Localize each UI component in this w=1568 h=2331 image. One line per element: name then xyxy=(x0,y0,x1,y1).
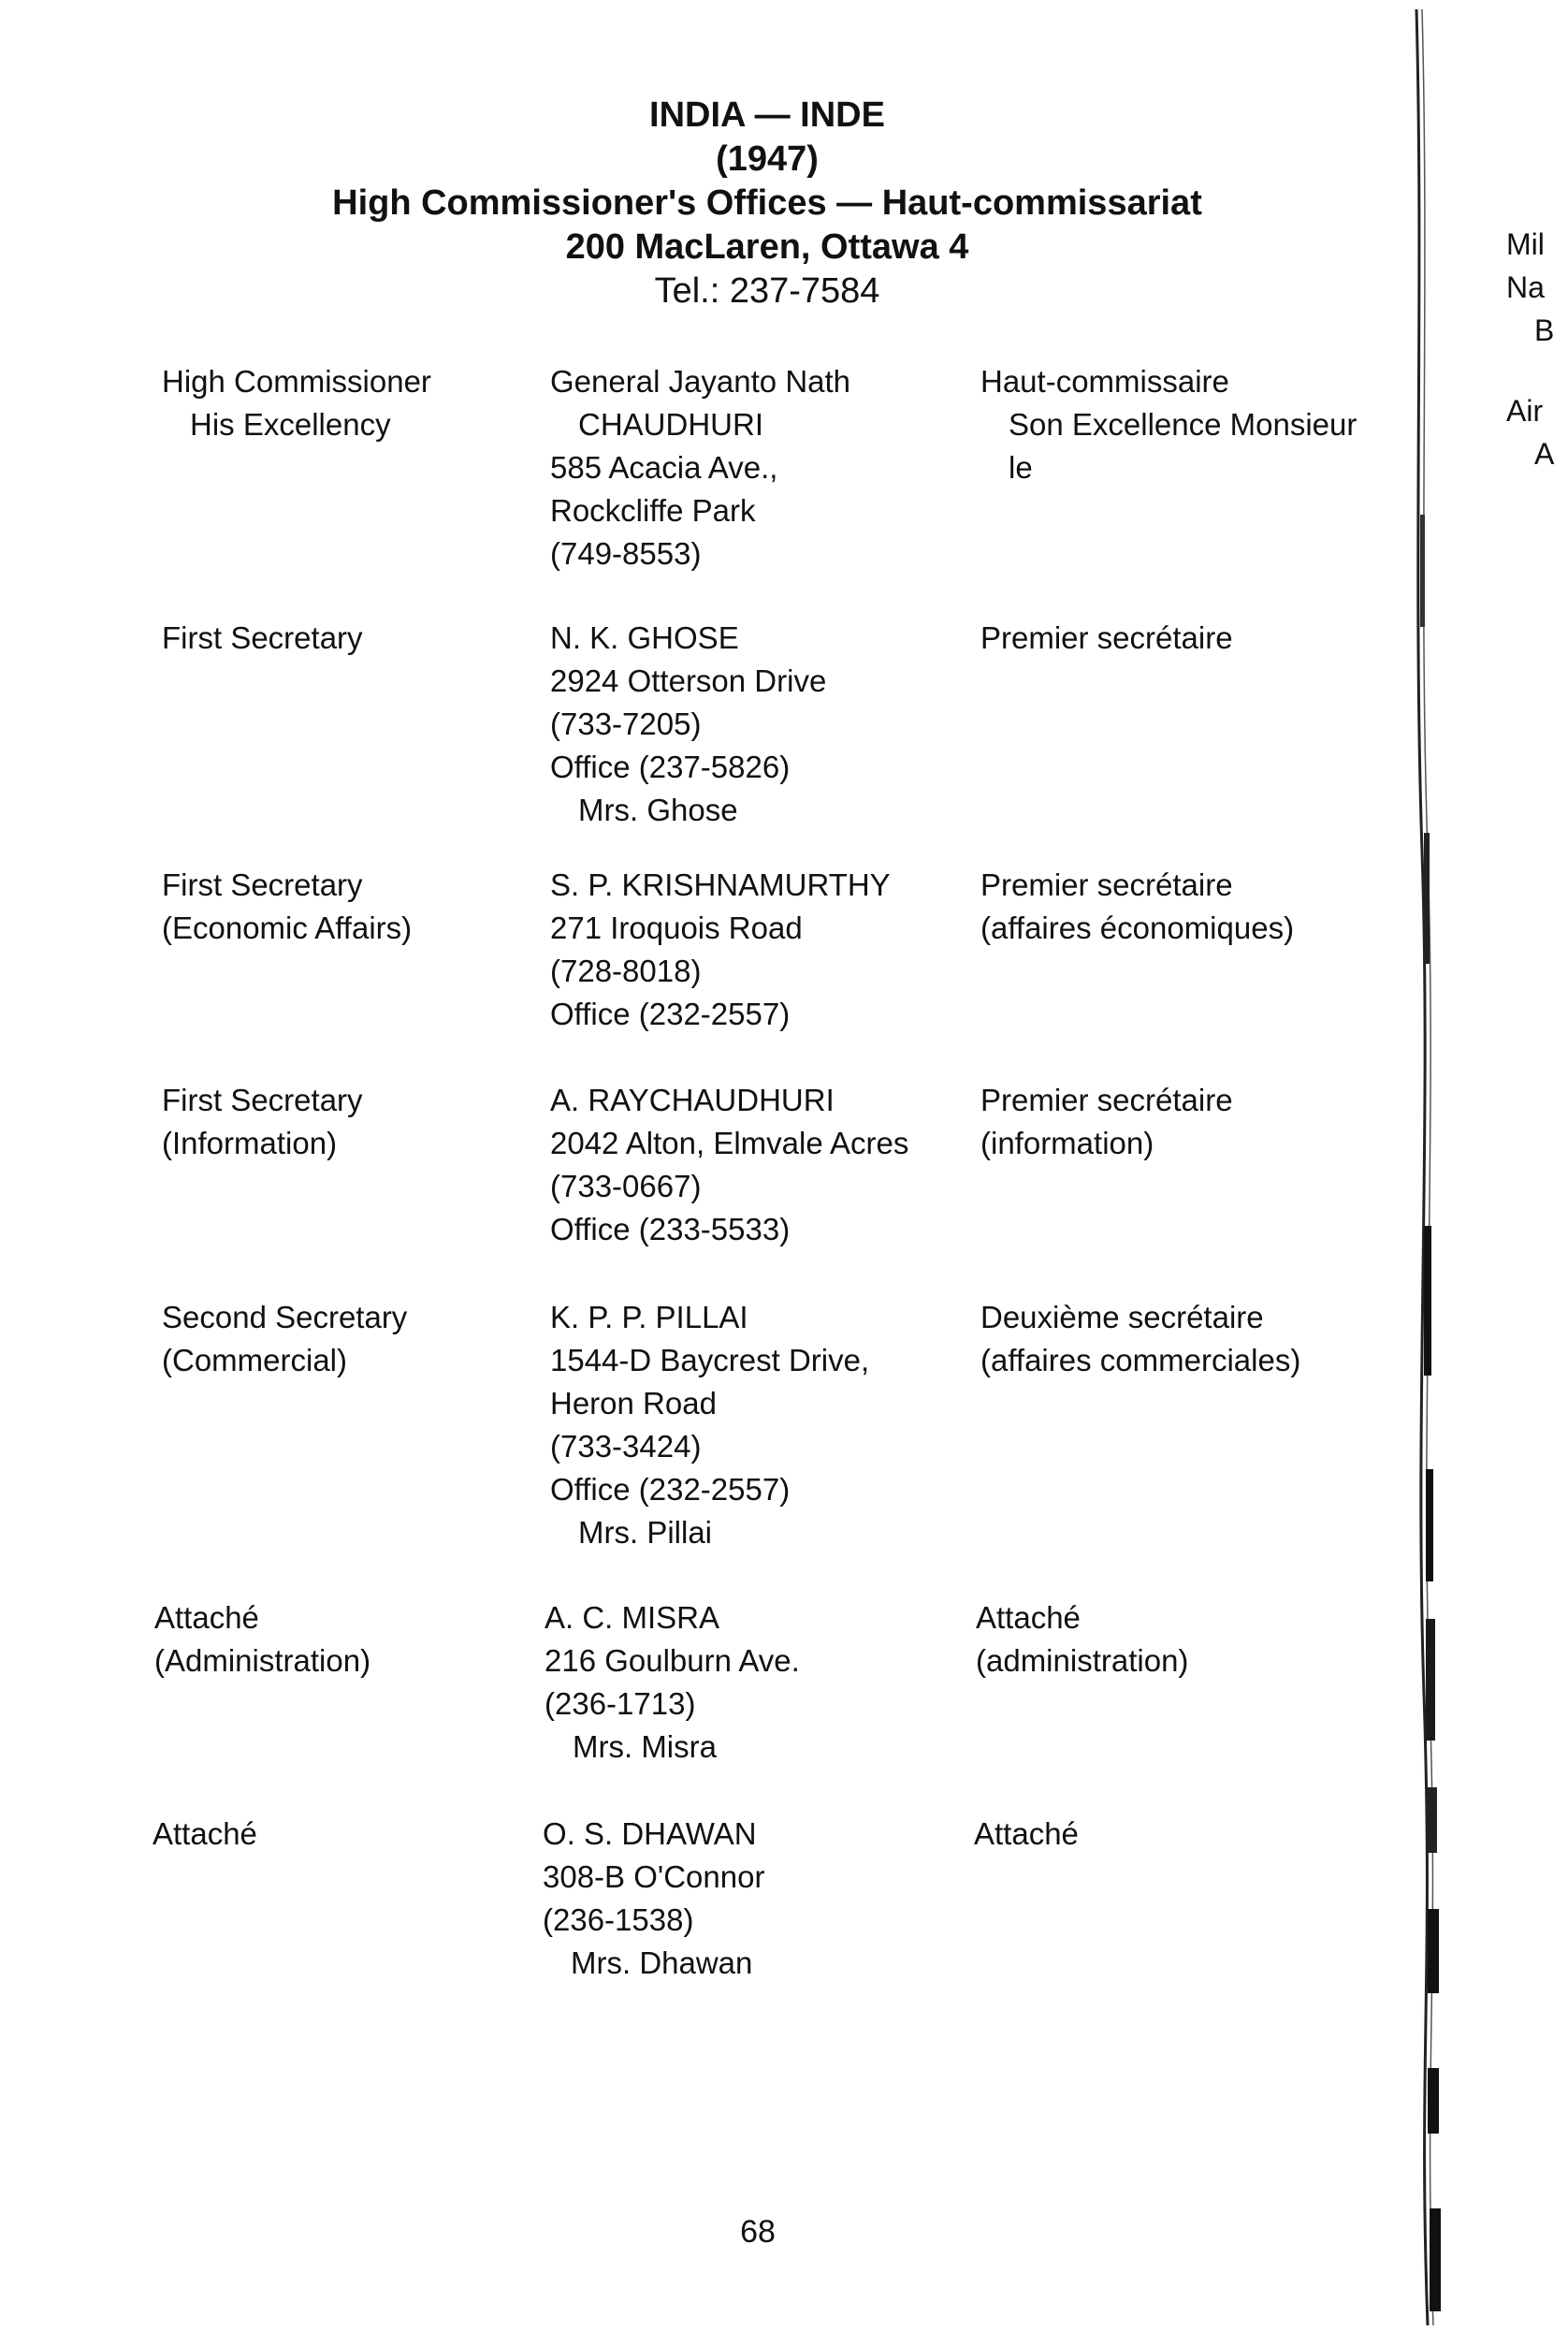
telephone-heading: Tel.: 237-7584 xyxy=(654,271,880,311)
page-header xyxy=(281,94,1254,313)
spouse-name: Mrs. Pillai xyxy=(578,1515,713,1550)
facing-page-text: A xyxy=(1534,437,1555,471)
staff-details xyxy=(550,864,962,1036)
french-title xyxy=(976,1596,1406,1683)
title-line: Son Excellence Monsieur xyxy=(1009,407,1357,442)
english-title xyxy=(162,1079,536,1165)
office-phone: Office (232-2557) xyxy=(550,1472,791,1507)
address-line: 308-B O'Connor xyxy=(543,1859,765,1894)
phone-number: (733-0667) xyxy=(550,1169,702,1203)
title-line: Premier secrétaire xyxy=(980,1083,1233,1117)
title-line: (Information) xyxy=(162,1126,338,1160)
title-line: (administration) xyxy=(976,1643,1189,1678)
french-title xyxy=(980,864,1411,950)
title-line: le xyxy=(1009,450,1033,485)
address-line: Rockcliffe Park xyxy=(550,493,756,528)
title-line: (Administration) xyxy=(154,1643,371,1678)
title-line: First Secretary xyxy=(162,620,363,655)
english-title xyxy=(152,1813,527,1856)
address-line: 585 Acacia Ave., xyxy=(550,450,778,485)
staff-details xyxy=(550,1296,962,1554)
title-line: (Commercial) xyxy=(162,1343,347,1377)
phone-number: (749-8553) xyxy=(550,536,702,571)
staff-name: CHAUDHURI xyxy=(578,407,763,442)
phone-number: (733-7205) xyxy=(550,707,702,741)
title-line: Second Secretary xyxy=(162,1300,408,1334)
title-line: His Excellency xyxy=(190,407,391,442)
title-line: Deuxième secrétaire xyxy=(980,1300,1264,1334)
address-line: 2042 Alton, Elmvale Acres xyxy=(550,1126,909,1160)
staff-name: O. S. DHAWAN xyxy=(543,1816,757,1851)
office-phone: Office (237-5826) xyxy=(550,750,791,784)
office-phone: Office (233-5533) xyxy=(550,1212,791,1246)
staff-details xyxy=(550,617,962,832)
page-number: 68 xyxy=(740,2214,776,2250)
staff-name: S. P. KRISHNAMURTHY xyxy=(550,867,891,902)
title-line: First Secretary xyxy=(162,867,363,902)
title-line: (affaires commerciales) xyxy=(980,1343,1301,1377)
spouse-name: Mrs. Ghose xyxy=(578,793,738,827)
title-line: Attaché xyxy=(976,1600,1081,1635)
address-heading: 200 MacLaren, Ottawa 4 xyxy=(565,227,969,267)
phone-number: (236-1713) xyxy=(544,1686,696,1721)
phone-number: (236-1538) xyxy=(543,1902,694,1937)
english-title xyxy=(162,1296,536,1382)
title-line: Attaché xyxy=(974,1816,1079,1851)
spouse-name: Mrs. Misra xyxy=(573,1729,717,1764)
english-title xyxy=(154,1596,529,1683)
address-line: 271 Iroquois Road xyxy=(550,911,803,945)
address-line: Heron Road xyxy=(550,1386,717,1420)
title-line: (Economic Affairs) xyxy=(162,911,413,945)
staff-name: A. C. MISRA xyxy=(544,1600,720,1635)
french-title xyxy=(980,1296,1411,1382)
title-line: Premier secrétaire xyxy=(980,620,1233,655)
office-phone: Office (232-2557) xyxy=(550,997,791,1031)
french-title xyxy=(980,1079,1411,1165)
title-line: Haut-commissaire xyxy=(980,364,1229,399)
title-line: Premier secrétaire xyxy=(980,867,1233,902)
title-line: High Commissioner xyxy=(162,364,431,399)
title-line: Attaché xyxy=(152,1816,257,1851)
title-line: (affaires économiques) xyxy=(980,911,1295,945)
french-title xyxy=(980,360,1411,489)
office-heading: High Commissioner's Offices — Haut-commissariat xyxy=(332,183,1202,223)
facing-page-text: Na xyxy=(1506,270,1545,304)
address-line: 216 Goulburn Ave. xyxy=(544,1643,800,1678)
spouse-name: Mrs. Dhawan xyxy=(571,1945,753,1980)
staff-name: A. RAYCHAUDHURI xyxy=(550,1083,835,1117)
staff-details xyxy=(544,1596,956,1769)
year-heading: (1947) xyxy=(716,139,819,179)
facing-page-fragment xyxy=(1506,223,1568,475)
english-title xyxy=(162,617,536,660)
facing-page-text: Mil xyxy=(1506,227,1545,261)
title-line: (information) xyxy=(980,1126,1154,1160)
staff-name: K. P. P. PILLAI xyxy=(550,1300,748,1334)
french-title xyxy=(980,617,1411,660)
french-title xyxy=(974,1813,1404,1856)
phone-number: (728-8018) xyxy=(550,954,702,988)
staff-details xyxy=(543,1813,954,1985)
address-line: 1544-D Baycrest Drive, xyxy=(550,1343,870,1377)
staff-details xyxy=(550,360,962,575)
book-binding-edge xyxy=(1403,9,1459,2325)
facing-page-text: Air xyxy=(1506,394,1544,428)
english-title xyxy=(162,864,536,950)
country-heading: INDIA — INDE xyxy=(649,95,885,135)
title-line: Attaché xyxy=(154,1600,259,1635)
staff-details xyxy=(550,1079,962,1251)
title-line: First Secretary xyxy=(162,1083,363,1117)
staff-name: General Jayanto Nath xyxy=(550,364,851,399)
english-title xyxy=(162,360,536,446)
staff-name: N. K. GHOSE xyxy=(550,620,739,655)
phone-number: (733-3424) xyxy=(550,1429,702,1464)
facing-page-text: B xyxy=(1534,313,1555,347)
address-line: 2924 Otterson Drive xyxy=(550,663,827,698)
